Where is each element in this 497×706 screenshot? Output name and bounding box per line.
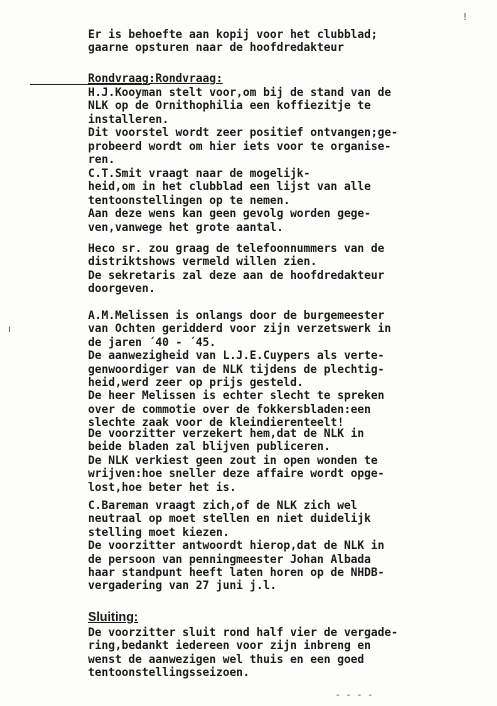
paragraph-bareman: C.Bareman vraagt zich,of de NLK zich wel neutraal op moet stellen en niet duidelijk stelling moet kiezen. De voorzitter antwoordt hierop,dat de NLK in de persoon van penningmeester Johan Albada haar standpunt heeft laten horen op de NHDB- vergadering van 27 juni j.l. [88,499,385,593]
paragraph-smit: C.T.Smit vraagt naar de mogelijk- heid,om in het clubblad een lijst van alle tentoonstellingen op te nemen. Aan deze wens kan geen gevolg worden gege- ven,vanwege het grote aantal. [88,167,371,234]
corner-mark: ! [463,12,468,23]
paragraph-voorzitter: De voorzitter verzekert hem,dat de NLK in beide bladen zal blijven publiceren. De NLK verkiest geen zout in open wonden te wrijven:hoe sneller deze affaire wordt opge- lost,hoe beter het is. [88,427,385,494]
paragraph-heco: Heco sr. zou graag de telefoonnummers van de distriktshows vermeld willen zien. De sekretaris zal deze aan de hoofdredakteur doorgeven. [88,242,385,296]
sluiting-text: De voorzitter sluit rond half vier de vergade- ring,bedankt iedereen voor zijn inbreng en wenst de aanwezigen wel thuis en een goed tentoonstellingsseizoen. [88,626,398,680]
paragraph-kooyman: H.J.Kooyman stelt voor,om bij de stand van de NLK op de Ornithophilia een koffiezitje te installeren. Dit voorstel wordt zeer positief ontvangen;ge- probeerd wordt om hier iets voor te organise- ren. [88,86,398,167]
paragraph-melissen: A.M.Melissen is onlangs door de burgemeester van Ochten geridderd voor zijn verzetswerk in de jaren ´40 - ´45. De aanwezigheid van L.J.E.Cuypers als verte- genwoordiger van de NLK tijdens de plechtig- heid,werd zeer op prijs gesteld. De heer Melissen is echter slecht te spreken over de commotie over de fokkersbladen:een slechte zaak voor de kleindierenteelt! [88,309,392,430]
intro-text: Er is behoefte aan kopij voor het clubblad; gaarne opsturen naar de hoofdredakteur [88,28,378,55]
sluiting-heading: Sluiting: [88,610,138,624]
footer-mark: - - - - [336,690,374,701]
margin-mark: ı [8,324,11,335]
rondvraag-heading: Rondvraag:Rondvraag: [88,72,223,85]
